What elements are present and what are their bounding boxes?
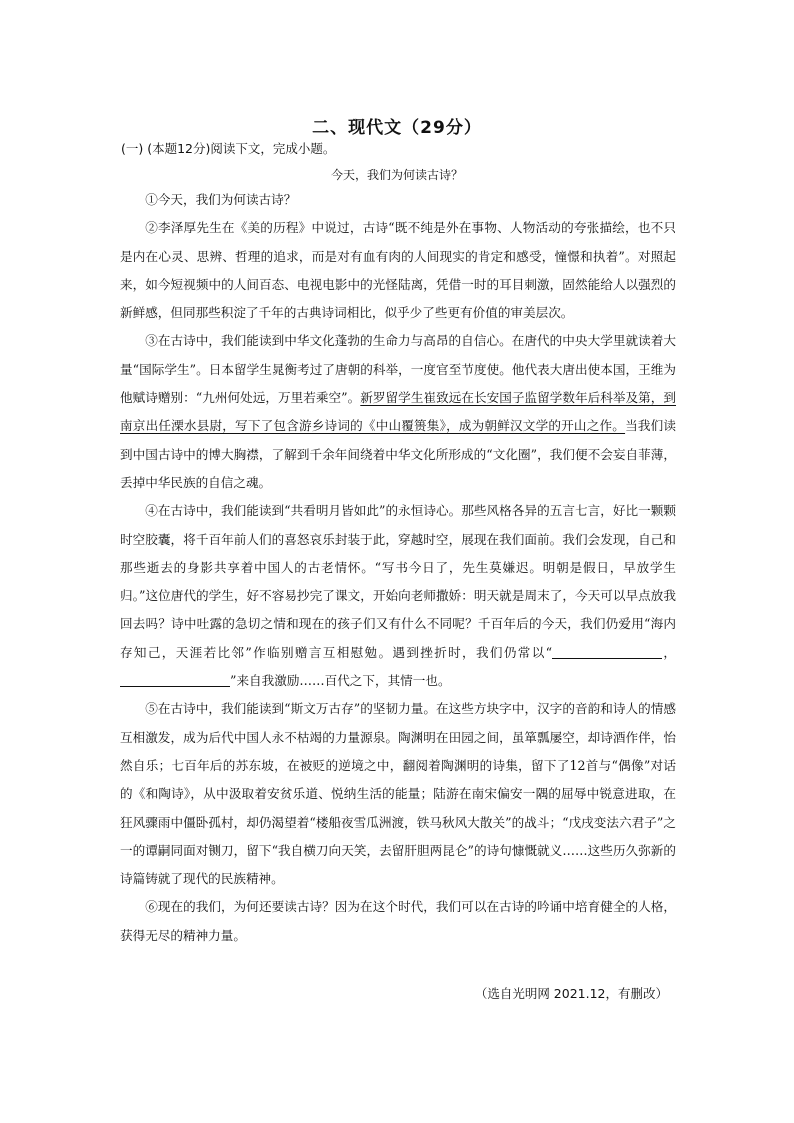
paragraph-4-text: ④在古诗中，我们能读到“共看明月皆如此”的永恒诗心。那些风格各异的五言七言，好比一颗颗时空胶囊，将千百年前人们的喜怒哀乐封装于此，穿越时空，展现在我们面前。我们会发现，自己和那些逝去的身影共享着中国人的古老情怀。“写书今日了，先生莫嫌迟。明朝是假日，早放学生归。”这位唐代的学生，好不容易抄完了课文，开始向老师撒娇：明天就是周末了，今天可以早点放我回去吗？诗中吐露的急切之情和现在的孩子们又有什么不同呢？千百年后的今天，我们仍爱用“海内存知己，天涯若比邻”作临别赠言互相慰勉。遇到挫折时，我们仍常以“ (120, 503, 676, 660)
paragraph-2: ②李泽厚先生在《美的历程》中说过，古诗“既不纯是外在事物、人物活动的夸张描绘，也不只是内在心灵、思辨、哲理的追求，而是对有血有肉的人间现实的肯定和感受，憧憬和执着”。对照起来，如今短视频中的人间百态、电视电影中的光怪陆离，凭借一时的耳目刺激，固然能给人以强烈的新鲜感，但同那些积淀了千年的古典诗词相比，似乎少了些更有价值的审美层次。 (120, 220, 676, 321)
paragraph-3-text-end: 当我们读到中国古诗中的博大胸襟，了解到千余年间绕着中华文化所形成的“文化圈”，我们便不会妄自菲薄，丢掉中华民族的自信之魂。 (120, 418, 677, 490)
paragraph-6: ⑥现在的我们，为何还要读古诗？因为在这个时代，我们可以在古诗的吟诵中培育健全的人格，获得无尽的精神力量。 (120, 899, 676, 943)
paragraph-3-text: ③在古诗中，我们能读到中华文化蓬勃的生命力与高昂的自信心。在唐代的中央大学里就读着大量“国际学生”。日本留学生晁衡考过了唐朝的科举，一度官至节度使。他代表大唐出使本国，王维为他赋诗赠别：“九州何处远，万里若乘空”。 (120, 333, 676, 406)
paragraph-1: ①今天，我们为何读古诗？ (145, 192, 297, 207)
paragraph-4 (120, 497, 676, 695)
underlined-sentence: 新罗留学生崔致远在长安国子监留学数年后科举及第，到南京出任溧水县尉，写下了包含游乡诗词的《中山覆篑集》，成为朝鲜汉文学的开山之作。 (120, 390, 677, 434)
answer-blank-1[interactable] (552, 644, 662, 659)
article-title: 今天，我们为何读古诗？ (330, 168, 463, 182)
question-intro: (一) (本题12分)阅读下文，完成小题。 (121, 141, 336, 156)
blank-separator: ， (662, 644, 676, 660)
paragraph-4-text-end: ”来自我激励……百代之下，其情一也。 (230, 673, 451, 689)
answer-blank-2[interactable] (120, 672, 230, 687)
section-title: 二、现代文（29分） (312, 118, 482, 138)
paragraph-3 (120, 327, 676, 497)
source-citation: （选自光明网 2021.12，有删改） (474, 986, 668, 1001)
article-body (120, 186, 676, 950)
paragraph-5: ⑤在古诗中，我们能读到“斯文万古存”的坚韧力量。在这些方块字中，汉字的音韵和诗人的情感互相激发，成为后代中国人永不枯竭的力量源泉。陶渊明在田园之间，虽箪瓢屡空，却诗酒作伴，怡然自乐；七百年后的苏东坡，在被贬的逆境之中，翻阅着陶渊明的诗集，留下了12首与“偶像”对话的《和陶诗》，从中汲取着安贫乐道、悦纳生活的能量；陆游在南宋偏安一隅的屈辱中锐意进取，在狂风骤雨中僵卧孤村，却仍渴望着“楼船夜雪瓜洲渡，铁马秋风大散关”的战斗；“戊戌变法六君子”之一的谭嗣同面对铡刀，留下“我自横刀向天笑，去留肝胆两昆仑”的诗句慷慨就义……这些历久弥新的诗篇铸就了现代的民族精神。 (120, 701, 676, 887)
